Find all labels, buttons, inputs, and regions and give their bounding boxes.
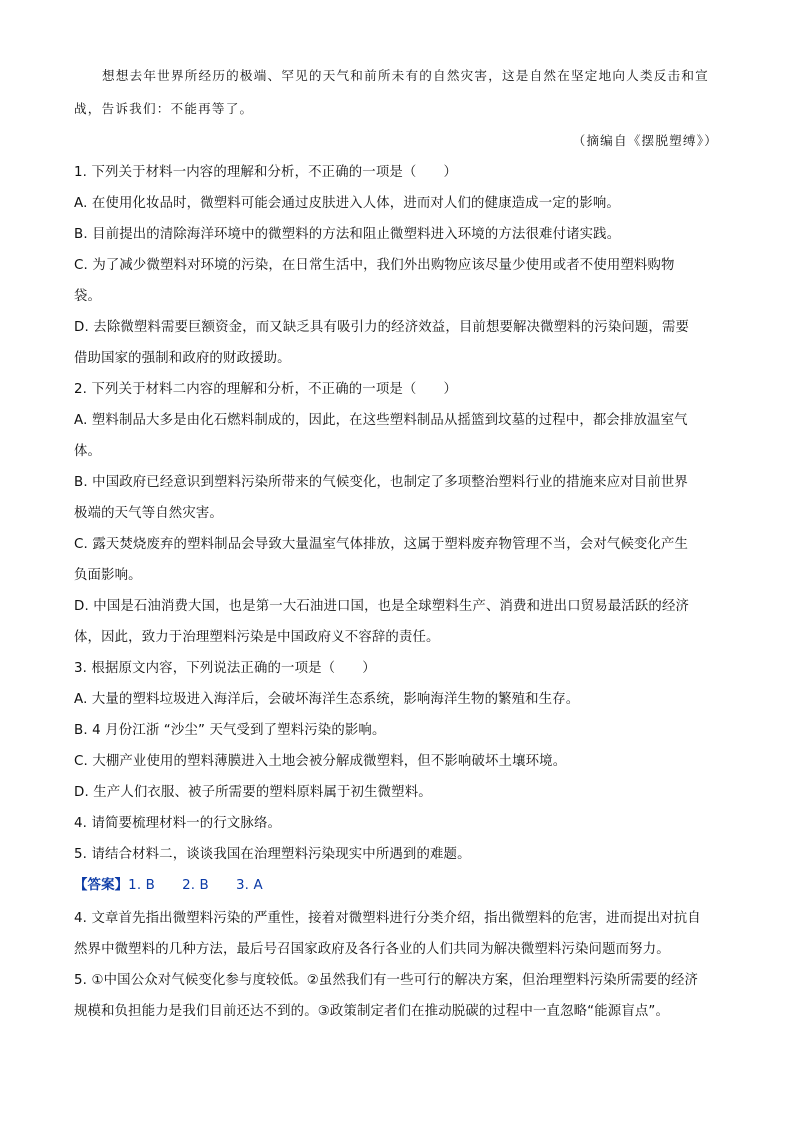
passage-source: （摘编自《摆脱塑缚》） xyxy=(572,133,718,148)
question-stem: 3. 根据原文内容，下列说法正确的一项是（ ） xyxy=(74,661,376,676)
option-line: D. 中国是石油消费大国，也是第一大石油进口国，也是全球塑料生产、消费和进出口贸易最活跃的经济 xyxy=(74,599,690,614)
answer-key-line xyxy=(74,876,263,896)
option-line: C. 为了减少微塑料对环境的污染，在日常生活中，我们外出购物应该尽量少使用或者不使用塑料购物 xyxy=(74,258,675,273)
option-line: 袋。 xyxy=(74,289,102,304)
option-line: B. 4 月份江浙 “沙尘” 天气受到了塑料污染的影响。 xyxy=(74,723,386,738)
option-line: A. 塑料制品大多是由化石燃料制成的，因此，在这些塑料制品从摇篮到坟墓的过程中，都会排放温室气 xyxy=(74,413,688,428)
passage-line: 想想去年世界所经历的极端、罕见的天气和前所未有的自然灾害，这是自然在坚定地向人类反击和宣 xyxy=(102,68,709,83)
option-line: C. 大棚产业使用的塑料薄膜进入土地会被分解成微塑料，但不影响破坏土壤环境。 xyxy=(74,754,567,769)
answer-line: 规模和负担能力是我们目前还达不到的。③政策制定者们在推动脱碳的过程中一直忽略“能源盲点”。 xyxy=(74,1004,670,1019)
option-line: B. 目前提出的清除海洋环境中的微塑料的方法和阻止微塑料进入环境的方法很难付诸实践。 xyxy=(74,227,621,242)
answer-choices: 1. B 2. B 3. A xyxy=(128,878,263,893)
answer-line: 然界中微塑料的几种方法，最后号召国家政府及各行各业的人们共同为解决微塑料污染问题而努力。 xyxy=(74,942,670,957)
option-line: D. 生产人们衣服、被子所需要的塑料原料属于初生微塑料。 xyxy=(74,785,432,800)
question-stem: 1. 下列关于材料一内容的理解和分析，不正确的一项是（ ） xyxy=(74,165,458,180)
answer-line: 4. 文章首先指出微塑料污染的严重性，接着对微塑料进行分类介绍，指出微塑料的危害，进而提出对抗自 xyxy=(74,911,701,926)
option-line: A. 大量的塑料垃圾进入海洋后，会破坏海洋生态系统，影响海洋生物的繁殖和生存。 xyxy=(74,692,580,707)
short-question: 4. 请简要梳理材料一的行文脉络。 xyxy=(74,816,282,831)
option-line: C. 露天焚烧废弃的塑料制品会导致大量温室气体排放，这属于塑料废弃物管理不当，会对气候变化产生 xyxy=(74,537,689,552)
option-line: 极端的天气等自然灾害。 xyxy=(74,506,223,521)
option-line: D. 去除微塑料需要巨额资金，而又缺乏具有吸引力的经济效益，目前想要解决微塑料的污染问题，需要 xyxy=(74,320,690,335)
question-stem: 2. 下列关于材料二内容的理解和分析，不正确的一项是（ ） xyxy=(74,382,458,397)
passage-line: 战，告诉我们：不能再等了。 xyxy=(74,101,254,116)
option-line: 体。 xyxy=(74,444,102,459)
answer-line: 5. ①中国公众对气候变化参与度较低。②虽然我们有一些可行的解决方案，但治理塑料污染所需要的经济 xyxy=(74,973,699,988)
option-line: A. 在使用化妆品时，微塑料可能会通过皮肤进入人体，进而对人们的健康造成一定的影响。 xyxy=(74,196,620,211)
short-question: 5. 请结合材料二，谈谈我国在治理塑料污染现实中所遇到的难题。 xyxy=(74,847,471,862)
option-line: 体，因此，致力于治理塑料污染是中国政府义不容辞的责任。 xyxy=(74,630,440,645)
option-line: 借助国家的强制和政府的财政援助。 xyxy=(74,351,291,366)
option-line: 负面影响。 xyxy=(74,568,142,583)
option-line: B. 中国政府已经意识到塑料污染所带来的气候变化，也制定了多项整治塑料行业的措施来应对目前世界 xyxy=(74,475,688,490)
answer-label: 【答案】 xyxy=(74,878,129,893)
